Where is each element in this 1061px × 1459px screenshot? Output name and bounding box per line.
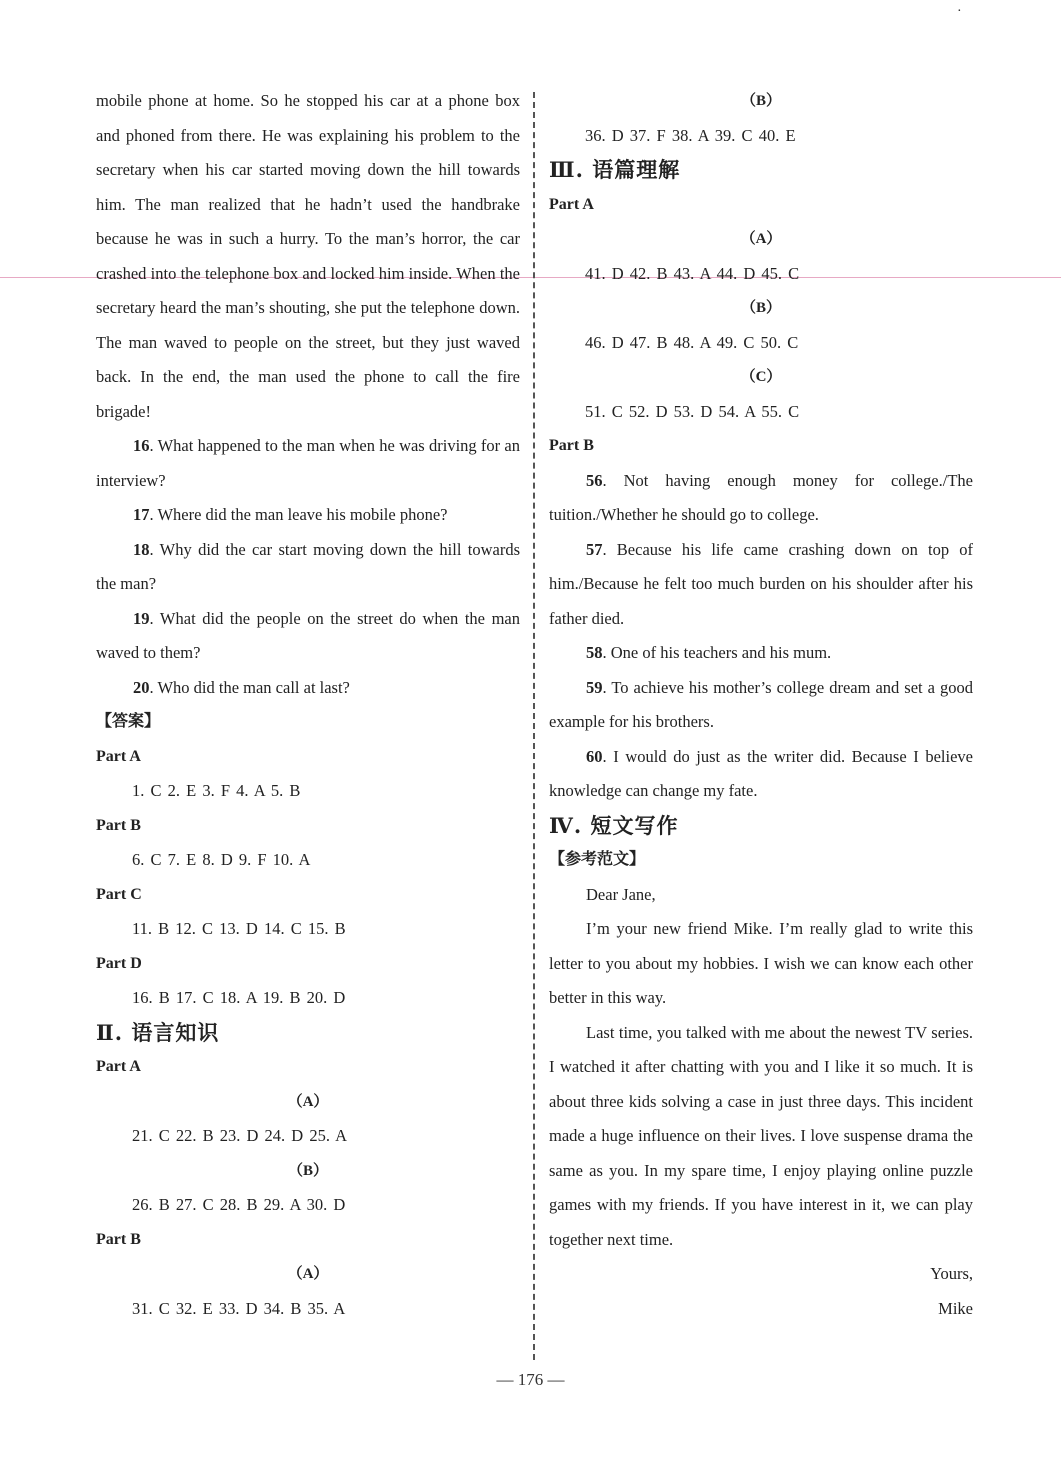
s2-bracket-b: （B） — [287, 1162, 328, 1179]
answers-1-5: 1. C 2. E 3. F 4. A 5. B — [132, 781, 301, 800]
answer-60: 60. I would do just as the writer did. Because I believe knowledge can change my fate. — [549, 746, 973, 800]
question-19: 19. What did the people on the street do when the man waved to them? — [96, 608, 520, 662]
question-16: 16. What happened to the man when he was driving for an interview? — [96, 436, 520, 490]
answers-11-15: 11. B 12. C 13. D 14. C 15. B — [132, 919, 346, 938]
answers-6-10: 6. C 7. E 8. D 9. F 10. A — [132, 850, 311, 869]
s3-bracket-b: （B） — [740, 300, 781, 316]
s2-part-a-label: Part A — [96, 1058, 141, 1075]
page-number: — 176 — — [496, 1370, 565, 1389]
answers-36-40: 36. D 37. F 38. A 39. C 40. E — [585, 125, 796, 145]
letter-paragraph-1: I’m your new friend Mike. I’m really glad to write this letter to you about my hobbies. I wish we can know each other better in this way. — [549, 919, 973, 1007]
s3-bracket-a: （A） — [740, 231, 782, 247]
sample-label: 【参考范文】 — [549, 851, 646, 868]
s3-part-b-label: Part B — [549, 437, 594, 454]
s3-part-a-label: Part A — [549, 195, 594, 213]
section-4-heading: Ⅳ. 短文写作 — [549, 812, 679, 838]
question-20: 20. Who did the man call at last? — [133, 677, 350, 697]
letter-signature: Mike — [938, 1298, 973, 1318]
part-c-label: Part C — [96, 885, 142, 903]
right-column — [549, 84, 973, 1326]
letter-closing: Yours, — [930, 1264, 973, 1283]
corner-mark: · — [957, 4, 962, 19]
column-divider — [533, 92, 535, 1360]
s3-bracket-c: （C） — [740, 369, 782, 385]
section-3-heading: Ⅲ. 语篇理解 — [549, 157, 681, 182]
answers-51-55: 51. C 52. D 53. D 54. A 55. C — [585, 401, 800, 421]
answer-59: 59. To achieve his mother’s college dream and set a good example for his brothers. — [549, 677, 973, 731]
s2b-bracket-b: （B） — [740, 93, 781, 109]
answers-46-50: 46. D 47. B 48. A 49. C 50. C — [585, 332, 799, 352]
answer-56: 56. Not having enough money for college./The tuition./Whether he should go to college. — [549, 470, 973, 524]
answers-41-45: 41. D 42. B 43. A 44. D 45. C — [585, 263, 800, 283]
question-17: 17. Where did the man leave his mobile phone? — [133, 505, 448, 524]
s2-part-b-label: Part B — [96, 1230, 141, 1248]
answers-21-25: 21. C 22. B 23. D 24. D 25. A — [132, 1126, 348, 1145]
part-d-label: Part D — [96, 954, 142, 972]
s2b-bracket-a: （A） — [287, 1266, 329, 1282]
question-18: 18. Why did the car start moving down the hill towards the man? — [96, 539, 520, 593]
answer-58: 58. One of his teachers and his mum. — [586, 643, 832, 662]
left-column — [96, 84, 520, 1326]
s2-bracket-a: （A） — [287, 1093, 329, 1110]
letter-paragraph-2: Last time, you talked with me about the newest TV series. I watched it after chatting with you and I like it so much. It is about three kids solving a case in just three days. This incident made a huge influence on their lives. I love suspense drama the same as you. In my spare time, I enjoy playing online puzzle games with my friends. If you have interest in it, we can play together next time. — [549, 1022, 973, 1249]
part-a-label: Part A — [96, 747, 141, 765]
answer-57: 57. Because his life came crashing down on top of him./Because he felt too much burden on his shoulder after his father died. — [549, 539, 973, 628]
answers-31-35: 31. C 32. E 33. D 34. B 35. A — [132, 1298, 346, 1318]
section-2-heading: Ⅱ. 语言知识 — [96, 1019, 220, 1045]
answers-label: 【答案】 — [96, 713, 161, 730]
passage-text: mobile phone at home. So he stopped his car at a phone box and phoned from there. He was explaining his problem to the secretary when his car started moving down the hill towards him. The man realized that he hadn’t used the handbrake because he was in such a hurry. To the man’s horror, the car crashed into the telephone box and locked him inside. When the secretary heard the man’s shouting, she put the telephone down. The man waved to people on the street, but they just waved back. In the end, the man used the phone to call the fire brigade! — [96, 91, 520, 421]
answers-16-20: 16. B 17. C 18. A 19. B 20. D — [132, 988, 346, 1007]
part-b-label: Part B — [96, 816, 141, 834]
answers-26-30: 26. B 27. C 28. B 29. A 30. D — [132, 1195, 346, 1214]
letter-greeting: Dear Jane, — [586, 884, 656, 904]
